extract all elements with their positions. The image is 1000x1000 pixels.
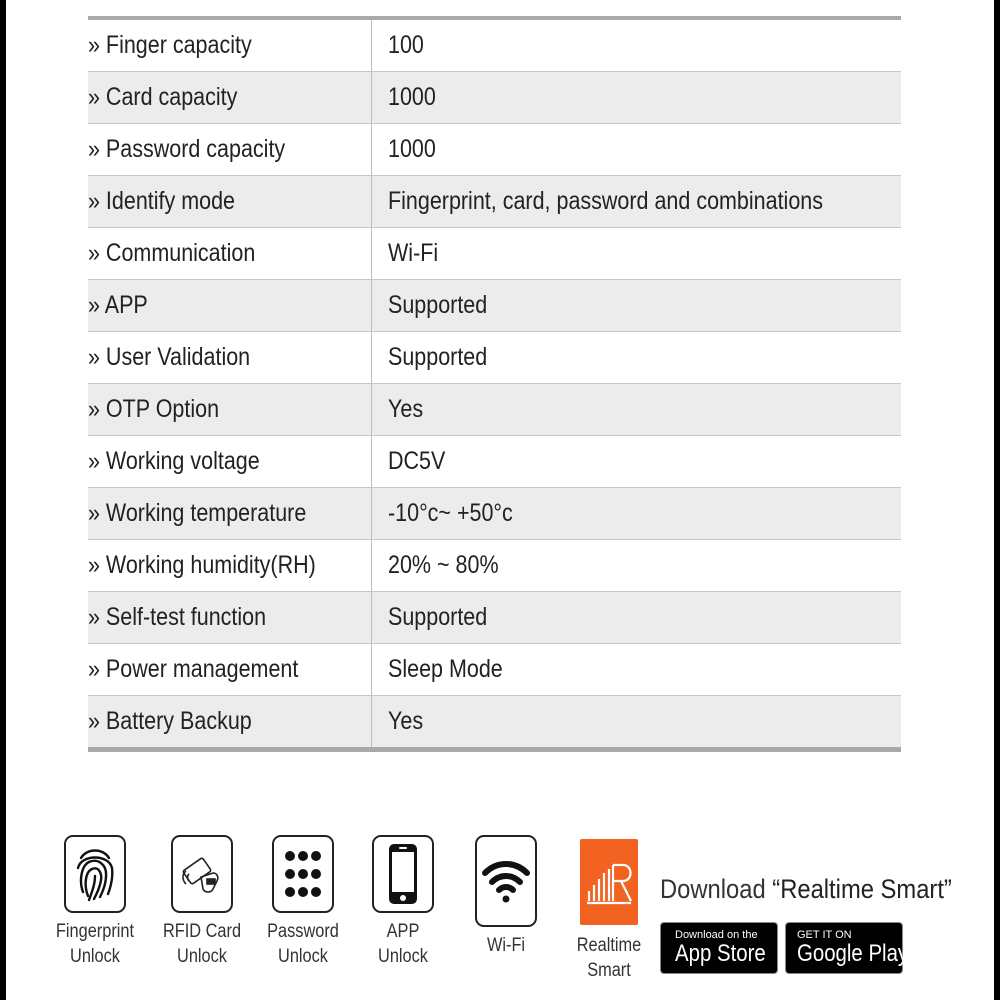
spec-value: 1000 [388,135,436,163]
spec-value: -10°c~ +50°c [388,499,513,527]
spec-key: » Power management [88,655,299,683]
download-prefix: Download [660,874,766,904]
app-store-button[interactable] [660,922,778,974]
fingerprint-icon [73,844,117,904]
spec-value: Supported [388,343,488,371]
feature-password [248,835,358,969]
feature-label: RFID Card [162,921,242,942]
spec-value: Yes [388,707,424,735]
spec-key: » Card capacity [88,83,238,111]
spec-value: Yes [388,395,424,423]
spec-key: » APP [88,291,148,319]
download-app-name: “Realtime Smart” [772,874,952,904]
keypad-icon [281,846,325,902]
table-row [88,332,901,384]
spec-key: » Communication [88,239,256,267]
spec-key: » Working voltage [88,447,260,475]
spec-key: » OTP Option [88,395,220,423]
spec-table [88,16,901,752]
table-row [88,540,901,592]
spec-value: Supported [388,603,488,631]
feature-label: Unlock [278,946,328,967]
feature-label: Password [267,921,339,942]
spec-value: Wi-Fi [388,239,439,267]
rfid-card-icon [177,849,227,899]
spec-value: DC5V [388,447,446,475]
table-row [88,280,901,332]
feature-realtime-smart [554,839,664,983]
table-row [88,18,901,72]
table-row [88,72,901,124]
spec-key: » Working temperature [88,499,307,527]
feature-label: Unlock [177,946,227,967]
google-play-button[interactable] [785,922,909,974]
table-row [88,384,901,436]
google-play-small: GET IT ON [797,928,852,941]
feature-rfid-card [147,835,257,969]
table-row [88,228,901,280]
spec-key: » User Validation [88,343,251,371]
table-row [88,176,901,228]
phone-icon [388,843,418,905]
feature-label: Wi-Fi [486,935,526,956]
wifi-icon [481,857,531,905]
feature-wifi [451,835,561,958]
feature-icons [0,835,1000,1000]
spec-key: » Battery Backup [88,707,252,735]
table-row [88,696,901,750]
feature-label: Fingerprint [55,921,135,942]
table-row [88,488,901,540]
table-row [88,592,901,644]
feature-label: Smart [587,960,631,981]
spec-key: » Working humidity(RH) [88,551,316,579]
feature-label: Unlock [378,946,428,967]
feature-label: Realtime [576,935,642,956]
spec-value: 1000 [388,83,436,111]
table-row [88,436,901,488]
realtime-logo-icon [583,857,635,907]
table-row [88,644,901,696]
app-store-small: Download on the [675,928,758,941]
download-heading [660,874,952,905]
app-store-big: App Store [675,939,766,967]
spec-key: » Password capacity [88,135,286,163]
google-play-big: Google Play [797,939,909,967]
spec-value: 100 [388,31,424,59]
feature-label: Unlock [70,946,120,967]
spec-value: Sleep Mode [388,655,503,683]
table-row [88,124,901,176]
spec-value: 20% ~ 80% [388,551,499,579]
spec-key: » Finger capacity [88,31,252,59]
spec-value: Supported [388,291,488,319]
feature-app [348,835,458,969]
spec-key: » Self-test function [88,603,267,631]
spec-key: » Identify mode [88,187,236,215]
feature-label: APP [386,921,420,942]
feature-fingerprint [40,835,150,969]
spec-value: Fingerprint, card, password and combinations [388,187,823,215]
